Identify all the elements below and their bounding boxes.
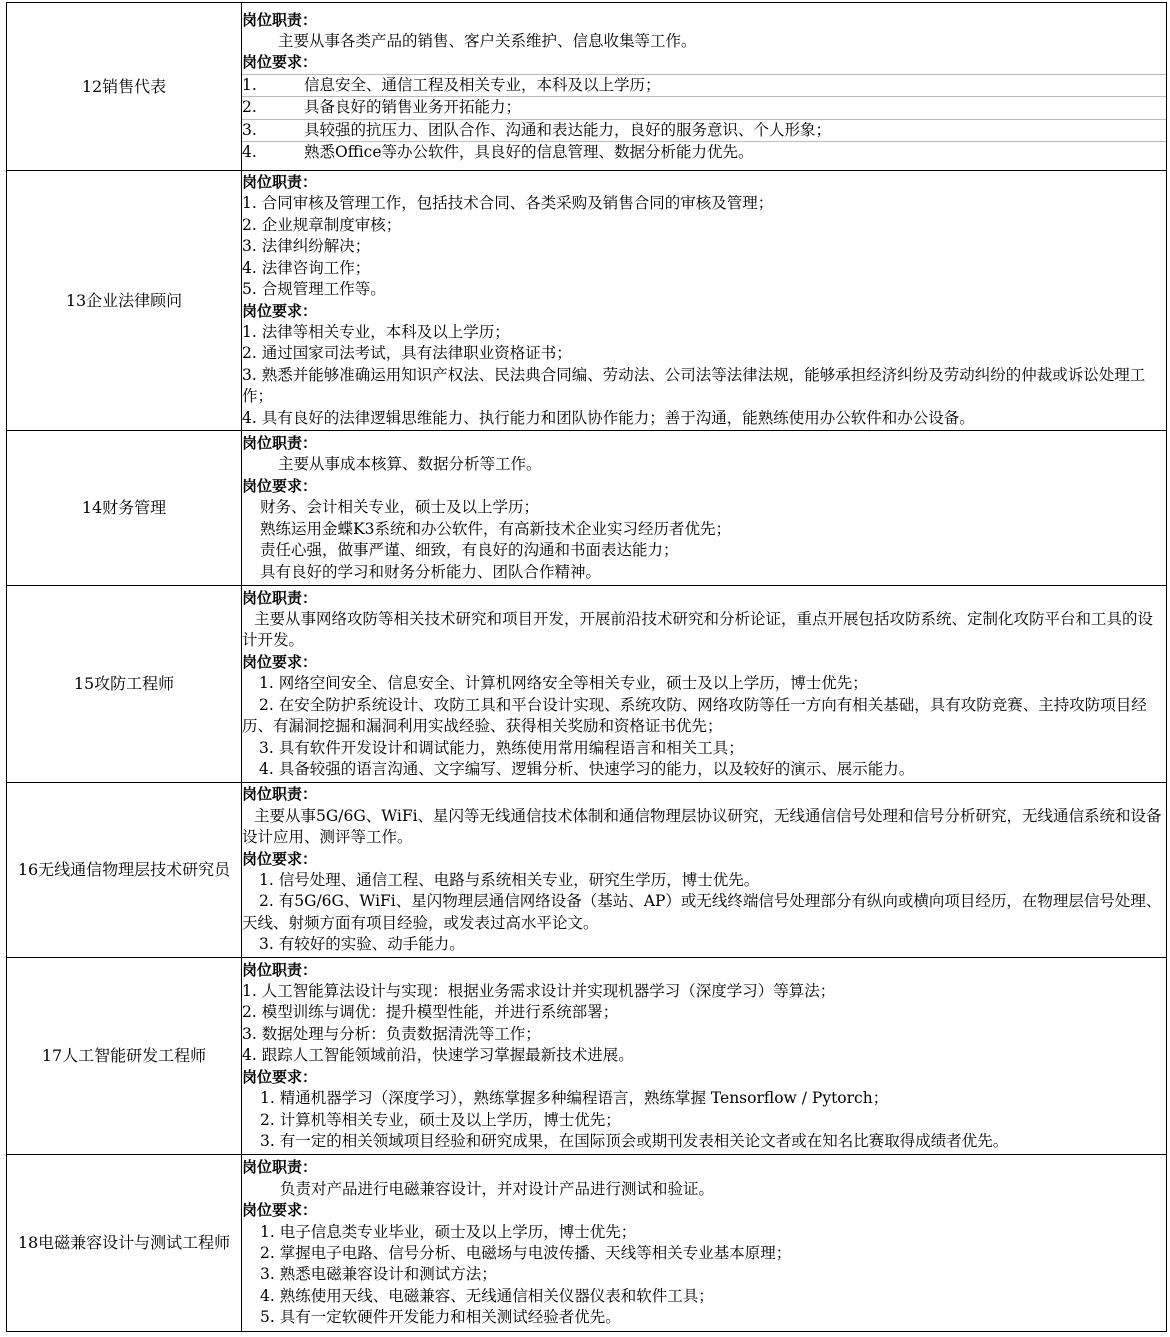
requirement-label: 岗位要求： [242, 1067, 318, 1086]
requirement-label: 岗位要求： [242, 301, 318, 320]
job-title: 12销售代表 [7, 3, 242, 171]
requirement-item: 财务、会计相关专业，硕士及以上学历； [260, 498, 540, 517]
requirement-item: 1. 信号处理、通信工程、电路与系统相关专业，研究生学历，博士优先。 [259, 871, 760, 889]
requirement-item: 3. 具有软件开发设计和调试能力，熟练使用常用编程语言和相关工具； [259, 738, 744, 757]
requirement-label: 岗位要求： [242, 1201, 318, 1220]
requirement-item: 1. 法律等相关专业，本科及以上学历； [242, 322, 510, 341]
requirement-item: 具有良好的学习和财务分析能力、团队合作精神。 [260, 562, 602, 581]
job-row-15 [7, 586, 1167, 783]
duty-line: 主要从事网络攻防等相关技术研究和项目开发，开展前沿技术研究和分析论证，重点开展包括攻防系统、定制化攻防平台和工具的设计开发。 [242, 610, 1154, 650]
duty-line: 5. 合规管理工作等。 [242, 280, 386, 299]
requirement-item: 2. 具备良好的销售业务开拓能力； [242, 96, 1166, 118]
requirement-item: 4. 具有良好的法律逻辑思维能力、执行能力和团队协作能力；善于沟通，能熟练使用办公软件和办公设备。 [242, 408, 975, 427]
requirement-item: 3. 熟悉并能够准确运用知识产权法、民法典合同编、劳动法、公司法等法律法规，能够承担经济纠纷及劳动纠纷的仲裁或诉讼处理工作； [242, 365, 1146, 406]
job-details [242, 958, 1167, 1155]
requirement-item: 责任心强，做事严谨、细致，有良好的沟通和书面表达能力； [260, 541, 679, 560]
duty-line: 负责对产品进行电磁兼容设计，并对设计产品进行测试和验证。 [280, 1179, 715, 1198]
duty-label: 岗位职责： [242, 10, 318, 29]
requirement-label: 岗位要求： [242, 652, 318, 671]
job-details [242, 431, 1167, 586]
duty-line: 主要从事成本核算、数据分析等工作。 [278, 455, 542, 474]
job-table [6, 2, 1167, 1332]
requirement-item: 5. 具有一定软硬件开发能力和相关测试经验者优先。 [260, 1308, 621, 1327]
requirement-item: 3. 熟悉电磁兼容设计和测试方法； [260, 1265, 497, 1284]
duty-label: 岗位职责： [242, 1158, 318, 1177]
requirement-item: 4. 熟练使用天线、电磁兼容、无线通信相关仪器仪表和软件工具； [260, 1286, 714, 1305]
requirement-item: 2. 掌握电子电路、信号分析、电磁场与电波传播、天线等相关专业基本原理； [260, 1244, 792, 1262]
duty-label: 岗位职责： [242, 785, 318, 804]
duty-label: 岗位职责： [242, 434, 318, 453]
duty-line: 4. 法律咨询工作； [242, 258, 371, 277]
duty-line: 1. 人工智能算法设计与实现：根据业务需求设计并实现机器学习（深度学习）等算法； [242, 982, 836, 1001]
duty-line: 主要从事5G/6G、WiFi、星闪等无线通信技术体制和通信物理层协议研究，无线通信信号处理和信号分析研究，无线通信系统和设备设计应用、测评等工作。 [242, 806, 1162, 847]
requirement-label: 岗位要求： [242, 849, 318, 868]
duty-label: 岗位职责： [242, 588, 318, 607]
requirement-item: 1. 精通机器学习（深度学习），熟练掌握多种编程语言，熟练掌握 Tensorflow / Pytorch； [260, 1089, 889, 1108]
requirement-item: 2. 有5G/6G、WiFi、星闪物理层通信网络设备（基站、AP）或无线终端信号处理部分有纵向或横向项目经历，在物理层信号处理、天线、射频方面有项目经验，或发表过高水平论文。 [242, 892, 1162, 932]
requirement-item: 熟练运用金蝶K3系统和办公软件，有高新技术企业实习经历者优先； [260, 519, 731, 538]
requirement-item: 2. 计算机等相关专业，硕士及以上学历，博士优先； [260, 1110, 621, 1129]
requirement-item: 1. 信息安全、通信工程及相关专业，本科及以上学历； [242, 74, 1166, 96]
requirement-item: 3. 具较强的抗压力、团队合作、沟通和表达能力，良好的服务意识、个人形象； [242, 119, 1166, 141]
job-title: 18电磁兼容设计与测试工程师 [7, 1155, 242, 1332]
duty-line: 主要从事各类产品的销售、客户关系维护、信息收集等工作。 [278, 31, 697, 50]
duty-label: 岗位职责： [242, 173, 318, 192]
requirement-item: 2. 通过国家司法考试，具有法律职业资格证书； [242, 344, 572, 363]
job-title: 13企业法律顾问 [7, 171, 242, 431]
duty-line: 4. 跟踪人工智能领域前沿，快速学习掌握最新技术进展。 [242, 1046, 634, 1065]
job-title: 16无线通信物理层技术研究员 [7, 783, 242, 958]
duty-line: 2. 企业规章制度审核； [242, 215, 402, 234]
duty-line: 1. 合同审核及管理工作，包括技术合同、各类采购及销售合同的审核及管理； [242, 194, 774, 213]
duty-line: 3. 法律纠纷解决； [242, 237, 371, 256]
requirement-item: 1. 电子信息类专业毕业，硕士及以上学历，博士优先； [260, 1222, 637, 1241]
duty-label: 岗位职责： [242, 960, 318, 979]
job-row-17 [7, 958, 1167, 1155]
requirement-item: 2. 在安全防护系统设计、攻防工具和平台设计实现、系统攻防、网络攻防等任一方向有相关基础，具有攻防竞赛、主持攻防项目经历、有漏洞挖掘和漏洞利用实战经验、获得相关奖励和资格证书优先； [242, 695, 1147, 736]
job-title: 15攻防工程师 [7, 586, 242, 783]
requirement-item: 4. 具备较强的语言沟通、文字编写、逻辑分析、快速学习的能力，以及较好的演示、展示能力。 [259, 759, 915, 778]
job-row-12 [7, 3, 1167, 171]
job-row-13 [7, 171, 1167, 431]
job-title: 17人工智能研发工程师 [7, 958, 242, 1155]
job-title: 14财务管理 [7, 431, 242, 586]
job-details [242, 3, 1167, 171]
requirement-item: 3. 有一定的相关领域项目经验和研究成果，在国际顶会或期刊发表相关论文者或在知名比赛取得成绩者优先。 [260, 1131, 1009, 1150]
job-row-16 [7, 783, 1167, 958]
job-details [242, 783, 1167, 958]
duty-line: 2. 模型训练与调优：提升模型性能，并进行系统部署； [242, 1003, 619, 1022]
requirement-item: 3. 有较好的实验、动手能力。 [259, 935, 465, 954]
duty-line: 3. 数据处理与分析：负责数据清洗等工作； [242, 1024, 541, 1043]
requirement-item: 1. 网络空间安全、信息安全、计算机网络安全等相关专业，硕士及以上学历，博士优先； [259, 674, 868, 693]
requirement-item: 4. 熟悉Office等办公软件，具良好的信息管理、数据分析能力优先。 [242, 141, 1166, 163]
job-row-14 [7, 431, 1167, 586]
job-details [242, 171, 1167, 431]
job-details [242, 586, 1167, 783]
requirement-label: 岗位要求： [242, 476, 318, 495]
job-details [242, 1155, 1167, 1332]
requirement-label: 岗位要求： [242, 53, 318, 72]
job-row-18 [7, 1155, 1167, 1332]
